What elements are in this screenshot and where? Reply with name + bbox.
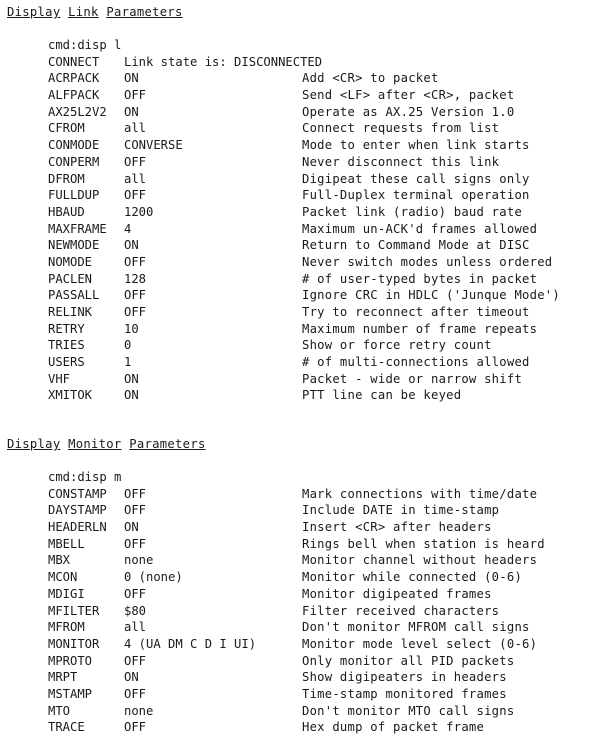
title-word-parameters: Parameters xyxy=(129,437,206,451)
parameter-description: Mark connections with time/date xyxy=(302,486,538,501)
parameter-row xyxy=(48,354,530,371)
parameter-name: ACRPACK xyxy=(48,71,100,86)
monitor-command-line: cmd:disp m xyxy=(48,470,122,484)
parameter-row xyxy=(48,519,492,536)
parameter-value: OFF xyxy=(124,254,147,269)
parameter-name: CONPERM xyxy=(48,154,100,169)
parameter-name: AX25L2V2 xyxy=(48,104,107,119)
parameter-description: Send <LF> after <CR>, packet xyxy=(302,88,515,103)
parameter-name: NOMODE xyxy=(48,254,93,269)
parameter-description: Monitor digipeated frames xyxy=(302,586,492,601)
parameter-value: ON xyxy=(124,238,139,253)
parameter-name: MPROTO xyxy=(48,653,93,668)
parameter-value: OFF xyxy=(124,720,147,735)
parameter-name: MDIGI xyxy=(48,586,85,601)
parameter-description: Mode to enter when link starts xyxy=(302,138,530,153)
parameter-description: Maximum un-ACK'd frames allowed xyxy=(302,221,538,236)
parameter-value: none xyxy=(124,703,154,718)
parameter-name: MAXFRAME xyxy=(48,221,107,236)
parameter-description: # of multi-connections allowed xyxy=(302,355,530,370)
parameter-row xyxy=(48,304,530,321)
parameter-value: none xyxy=(124,553,154,568)
parameter-row xyxy=(48,603,500,620)
title-word-link: Link xyxy=(68,5,99,19)
parameter-value: 4 xyxy=(124,221,132,236)
parameter-description: Operate as AX.25 Version 1.0 xyxy=(302,104,515,119)
parameter-value: 4 (UA DM C D I UI) xyxy=(124,636,257,651)
parameter-name: TRIES xyxy=(48,338,85,353)
parameter-value: ON xyxy=(124,388,139,403)
parameter-name: HBAUD xyxy=(48,204,85,219)
link-parameters-block xyxy=(48,37,560,404)
parameter-value: Link state is: DISCONNECTED xyxy=(124,54,323,69)
parameter-row xyxy=(48,187,530,204)
parameter-value: 10 xyxy=(124,321,139,336)
parameter-row xyxy=(48,586,492,603)
parameter-description: Monitor while connected (0-6) xyxy=(302,570,523,585)
parameter-row xyxy=(48,254,553,271)
parameter-row xyxy=(48,653,515,670)
parameter-row xyxy=(48,54,323,71)
parameter-description: Digipeat these call signs only xyxy=(302,171,530,186)
parameter-name: CFROM xyxy=(48,121,85,136)
parameter-value: OFF xyxy=(124,503,147,518)
parameter-description: Add <CR> to packet xyxy=(302,71,439,86)
parameter-value: OFF xyxy=(124,536,147,551)
parameter-row xyxy=(48,619,530,636)
parameter-description: Filter received characters xyxy=(302,603,500,618)
parameter-description: Never disconnect this link xyxy=(302,154,500,169)
parameter-value: all xyxy=(124,620,147,635)
parameter-name: XMITOK xyxy=(48,388,93,403)
parameter-name: CONNECT xyxy=(48,54,100,69)
parameter-row xyxy=(48,502,500,519)
parameter-row xyxy=(48,70,439,87)
parameter-name: MFROM xyxy=(48,620,85,635)
parameter-value: 0 (none) xyxy=(124,570,183,585)
parameter-row xyxy=(48,387,462,404)
parameter-name: RELINK xyxy=(48,305,93,319)
monitor-section-title xyxy=(7,437,206,451)
link-parameter-list xyxy=(48,54,560,404)
parameter-value: $80 xyxy=(124,603,147,618)
parameter-value: OFF xyxy=(124,288,147,303)
parameter-name: MTO xyxy=(48,703,71,718)
parameter-name: MBELL xyxy=(48,536,85,551)
parameter-description: Never switch modes unless ordered xyxy=(302,254,553,269)
parameter-description: Ignore CRC in HDLC ('Junque Mode') xyxy=(302,288,560,303)
parameter-description: Don't monitor MFROM call signs xyxy=(302,620,530,635)
parameter-name: TRACE xyxy=(48,720,85,735)
link-section-title xyxy=(7,5,183,19)
title-word-display: Display xyxy=(7,437,61,451)
title-word-monitor: Monitor xyxy=(68,437,122,451)
parameter-value: 128 xyxy=(124,271,147,286)
parameter-name: USERS xyxy=(48,355,85,370)
parameter-description: Show digipeaters in headers xyxy=(302,670,507,685)
parameter-description: Only monitor all PID packets xyxy=(302,653,515,668)
parameter-value: ON xyxy=(124,520,139,535)
parameter-row xyxy=(48,221,538,238)
parameter-description: Monitor channel without headers xyxy=(302,553,538,568)
parameter-description: Maximum number of frame repeats xyxy=(302,321,538,336)
parameter-name: MRPT xyxy=(48,670,78,685)
parameter-name: MFILTER xyxy=(48,603,100,618)
parameter-row xyxy=(48,271,538,288)
parameter-row xyxy=(48,154,500,171)
parameter-description: Show or force retry count xyxy=(302,338,492,353)
parameter-value: ON xyxy=(124,104,139,119)
parameter-description: Return to Command Mode at DISC xyxy=(302,238,530,253)
parameter-value: CONVERSE xyxy=(124,138,183,153)
parameter-name: ALFPACK xyxy=(48,88,100,103)
parameter-row xyxy=(48,171,530,188)
parameter-description: Insert <CR> after headers xyxy=(302,520,492,535)
parameter-value: OFF xyxy=(124,154,147,169)
parameter-description: Don't monitor MTO call signs xyxy=(302,703,515,718)
parameter-description: Monitor mode level select (0-6) xyxy=(302,636,538,651)
parameter-name: NEWMODE xyxy=(48,238,100,253)
parameter-name: CONMODE xyxy=(48,138,100,153)
parameter-name: MBX xyxy=(48,553,71,568)
parameter-description: Try to reconnect after timeout xyxy=(302,305,530,319)
parameter-name: FULLDUP xyxy=(48,188,100,203)
parameter-row xyxy=(48,104,515,121)
parameter-description: # of user-typed bytes in packet xyxy=(302,271,538,286)
parameter-row xyxy=(48,371,523,388)
parameter-name: HEADERLN xyxy=(48,520,107,535)
parameter-value: OFF xyxy=(124,188,147,203)
parameter-description: Connect requests from list xyxy=(302,121,500,136)
title-word-display: Display xyxy=(7,5,61,19)
parameter-row xyxy=(48,120,500,137)
parameter-name: DAYSTAMP xyxy=(48,503,107,518)
parameter-row xyxy=(48,636,538,653)
parameter-row xyxy=(48,552,538,569)
parameter-name: MSTAMP xyxy=(48,686,93,701)
parameter-value: ON xyxy=(124,371,139,386)
parameter-description: Hex dump of packet frame xyxy=(302,720,485,735)
parameter-description: Time-stamp monitored frames xyxy=(302,686,507,701)
parameter-description: Rings bell when station is heard xyxy=(302,536,545,551)
title-word-parameters: Parameters xyxy=(106,5,183,19)
monitor-parameters-block xyxy=(48,469,545,736)
parameter-value: 1 xyxy=(124,355,132,370)
parameter-row xyxy=(48,137,530,154)
parameter-name: CONSTAMP xyxy=(48,486,107,501)
parameter-name: MCON xyxy=(48,570,78,585)
parameter-value: all xyxy=(124,171,147,186)
parameter-value: OFF xyxy=(124,686,147,701)
parameter-value: OFF xyxy=(124,653,147,668)
parameter-description: PTT line can be keyed xyxy=(302,388,462,403)
parameter-row xyxy=(48,686,507,703)
parameter-row xyxy=(48,237,530,254)
parameter-value: 0 xyxy=(124,338,132,353)
parameter-name: VHF xyxy=(48,371,71,386)
parameter-row xyxy=(48,204,523,221)
parameter-description: Include DATE in time-stamp xyxy=(302,503,500,518)
parameter-value: ON xyxy=(124,670,139,685)
parameter-row xyxy=(48,569,523,586)
parameter-description: Full-Duplex terminal operation xyxy=(302,188,530,203)
parameter-value: 1200 xyxy=(124,204,154,219)
link-command-line: cmd:disp l xyxy=(48,38,122,52)
parameter-name: MONITOR xyxy=(48,636,100,651)
parameter-name: PACLEN xyxy=(48,271,93,286)
parameter-description: Packet link (radio) baud rate xyxy=(302,204,523,219)
parameter-value: OFF xyxy=(124,486,147,501)
parameter-value: ON xyxy=(124,71,139,86)
parameter-row xyxy=(48,669,507,686)
parameter-value: OFF xyxy=(124,586,147,601)
parameter-value: OFF xyxy=(124,88,147,103)
parameter-row xyxy=(48,87,515,104)
parameter-row xyxy=(48,536,545,553)
parameter-row xyxy=(48,719,485,736)
monitor-parameter-list xyxy=(48,486,545,736)
parameter-value: all xyxy=(124,121,147,136)
parameter-row xyxy=(48,486,538,503)
parameter-row xyxy=(48,287,560,304)
parameter-name: PASSALL xyxy=(48,288,100,303)
parameter-row xyxy=(48,321,538,338)
parameter-name: DFROM xyxy=(48,171,85,186)
parameter-value: OFF xyxy=(124,305,147,319)
parameter-row xyxy=(48,703,515,720)
parameter-name: RETRY xyxy=(48,321,85,336)
parameter-description: Packet - wide or narrow shift xyxy=(302,371,523,386)
parameter-row xyxy=(48,337,492,354)
